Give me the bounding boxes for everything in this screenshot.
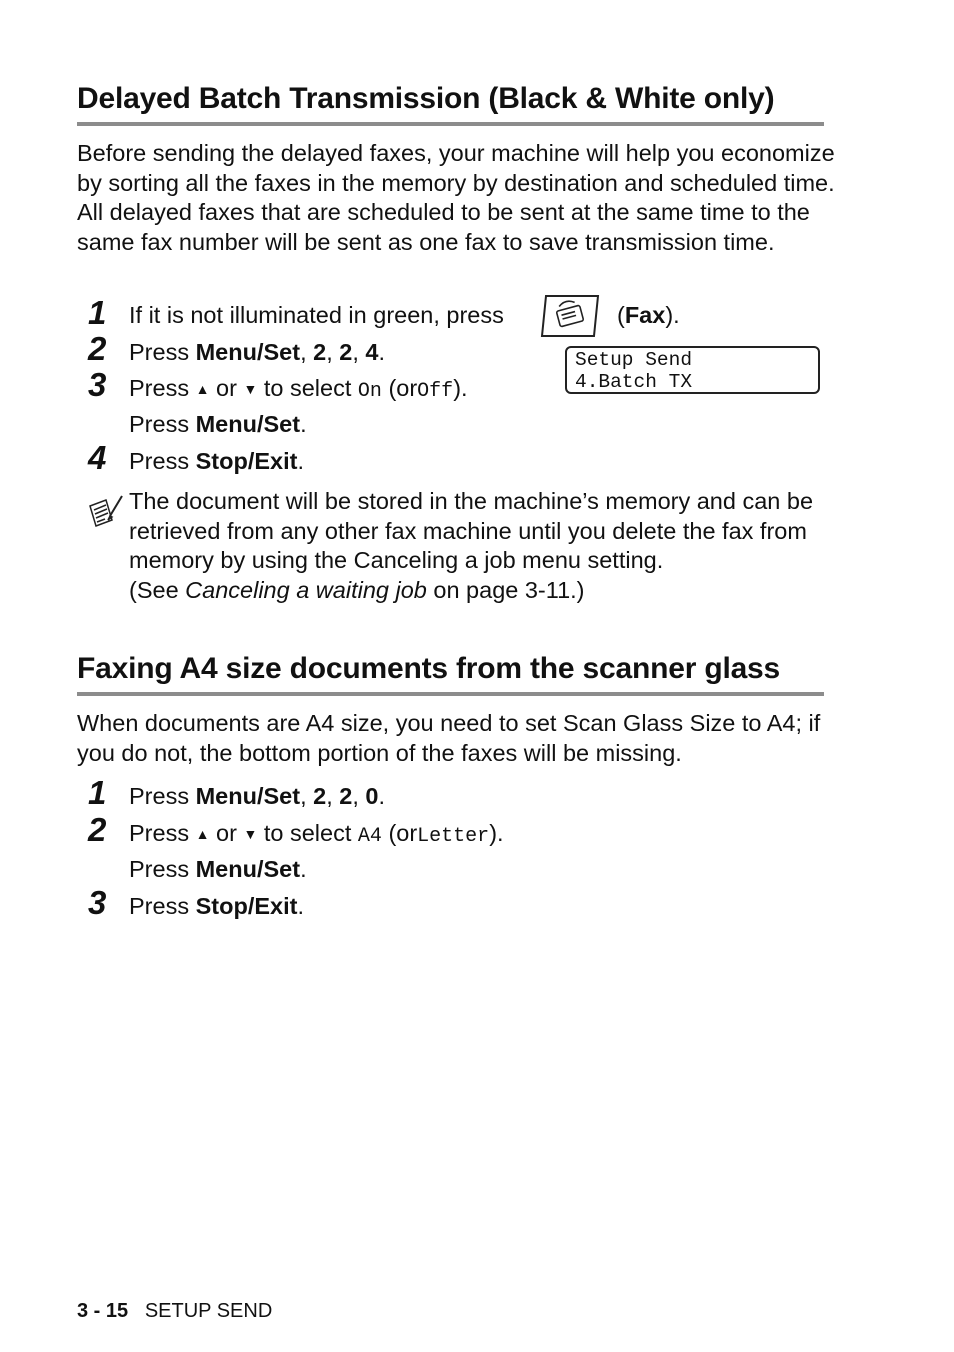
period: . [297,893,304,919]
paren-close: ). [489,820,504,846]
period: . [300,856,307,882]
paren-close: ). [665,302,680,328]
key-2: 2 [339,339,353,365]
comma: , [326,783,333,809]
section-title-delayed-batch: Delayed Batch Transmission (Black & White only) [77,82,824,126]
step-4-text [129,447,304,475]
step-number: 2 [88,330,107,367]
key-4: 4 [365,339,379,365]
comma: , [300,339,307,365]
paren-close: ). [453,375,468,401]
key-2: 2 [339,783,353,809]
step-2-confirm [129,855,307,883]
lcd-line-2: 4.Batch TX [575,371,693,393]
menu-set-key: Menu/Set [195,856,301,882]
to-select-text: to select [263,375,352,401]
press-word: Press [129,375,190,401]
fax-key-icon [540,294,600,338]
press-word: Press [129,783,190,809]
down-arrow-icon: ▼ [243,826,258,842]
step-number: 4 [88,439,107,476]
step-number: 1 [88,294,107,331]
lcd-display [565,346,820,394]
option-letter: Letter [417,825,490,848]
press-word: Press [129,339,190,365]
menu-set-key: Menu/Set [195,783,301,809]
option-a4: A4 [357,825,382,848]
key-2: 2 [313,783,327,809]
step-number: 2 [88,811,107,848]
menu-set-key: Menu/Set [195,339,301,365]
fax-key-label [617,301,680,329]
note-text [129,487,829,605]
see-close: on page 3-11.) [433,576,585,603]
key-2: 2 [313,339,327,365]
step-number: 3 [88,884,107,921]
page-number: 3 - 15 [77,1300,129,1322]
paren-open: ( [617,302,625,328]
chapter-name: SETUP SEND [144,1300,273,1322]
section-intro-faxing-a4: When documents are A4 size, you need to set Scan Glass Size to A4; if you do not, the bottom portion of the faxes will be missing. [77,710,821,766]
step-number: 1 [88,774,107,811]
step-number: 3 [88,366,107,403]
comma: , [326,339,333,365]
see-open: (See [129,576,179,603]
down-arrow-icon: ▼ [243,381,258,397]
press-word: Press [129,856,190,882]
section-intro-delayed-batch: Before sending the delayed faxes, your machine will help you economize by sorting all the faxes in the memory by destination and scheduled time. All delayed faxes that are scheduled to be sent at the same time to the same fax number will be sent as one fax to save transmission time. [77,140,835,255]
step-2-text [129,819,504,851]
up-arrow-icon: ▲ [195,826,210,842]
step-1-text [129,782,385,810]
page-footer [77,1300,272,1323]
lcd-line-1: Setup Send [575,349,693,371]
key-0: 0 [365,783,379,809]
step-text: If it is not illuminated in green, press [129,302,504,328]
see-reference: Canceling a waiting job [185,576,427,603]
to-select-text: to select [263,820,352,846]
or-open: (or [388,375,418,401]
or-open: (or [388,820,418,846]
period: . [297,448,304,474]
press-word: Press [129,820,190,846]
step-1-text [129,301,504,329]
or-word: or [216,820,237,846]
or-word: or [216,375,237,401]
period: . [300,411,307,437]
press-word: Press [129,448,190,474]
press-word: Press [129,893,190,919]
note-body: The document will be stored in the machine’s memory and can be retrieved from any other fax machine until you delete the fax from memory by using the Canceling a job menu setting. [129,488,814,573]
fax-key-name: Fax [624,302,666,328]
option-on: On [357,380,382,403]
step-3-text [129,374,468,406]
comma: , [300,783,307,809]
section-title-faxing-a4: Faxing A4 size documents from the scanner glass [77,652,824,696]
press-word: Press [129,411,190,437]
stop-exit-key: Stop/Exit [195,448,298,474]
up-arrow-icon: ▲ [195,381,210,397]
step-2-text [129,338,385,366]
comma: , [352,783,359,809]
comma: , [352,339,359,365]
note-icon [86,494,124,532]
period: . [378,783,386,809]
step-3-text [129,892,304,920]
period: . [378,339,386,365]
menu-set-key: Menu/Set [195,411,301,437]
step-3-confirm [129,410,307,438]
stop-exit-key: Stop/Exit [195,893,298,919]
option-off: Off [417,380,454,403]
